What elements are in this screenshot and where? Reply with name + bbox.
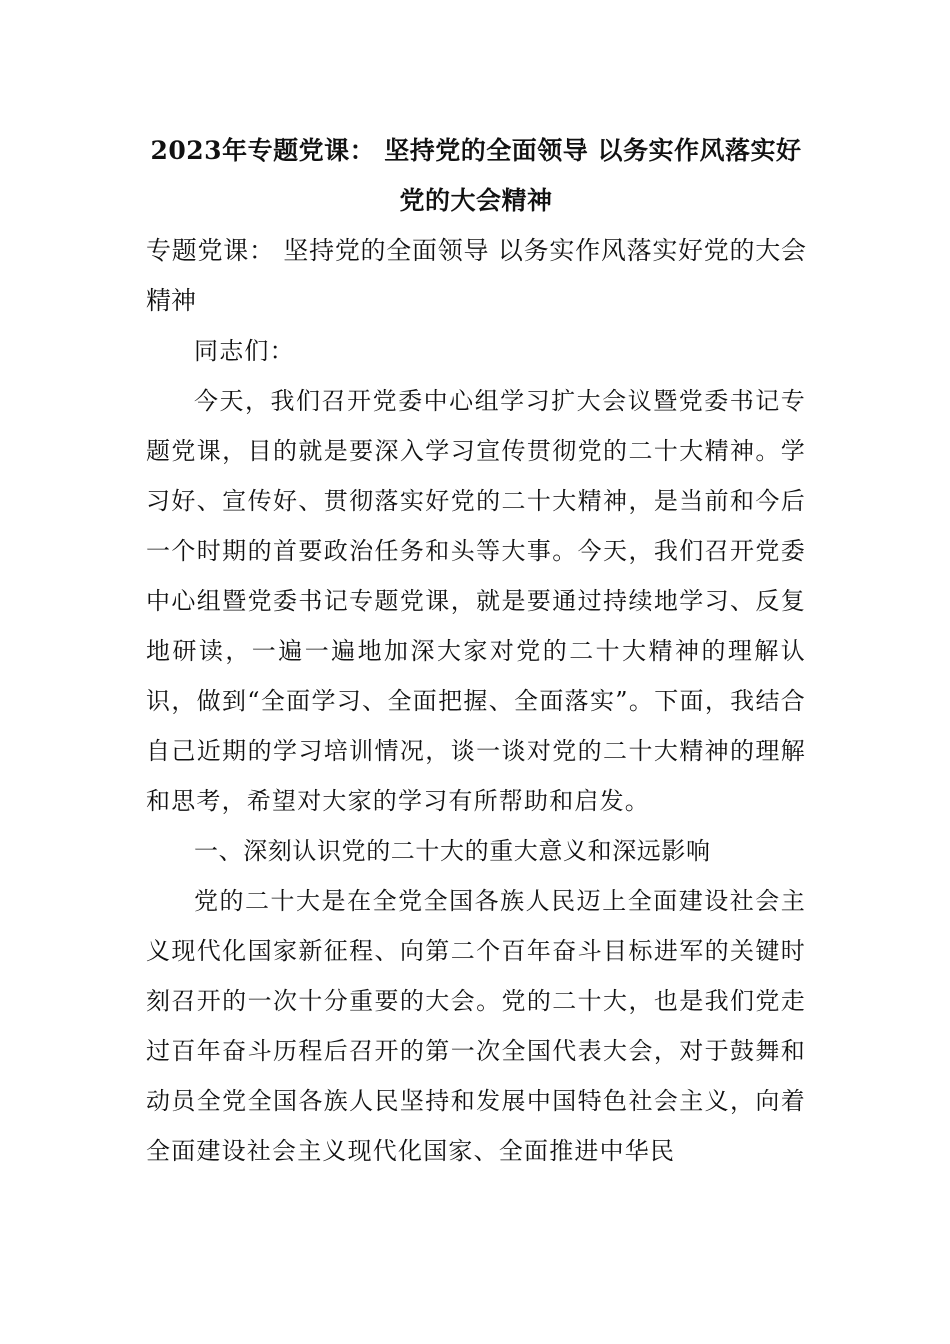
title-line-2: 党的大会精神 (399, 186, 553, 215)
document-title (146, 126, 806, 226)
section-1-heading: 一、深刻认识党的二十大的重大意义和深远影响 (194, 837, 711, 865)
title-line-1: 2023年专题党课： 坚持党的全面领导 以务实作风落实好 (150, 136, 802, 165)
document-body (146, 126, 806, 1176)
intro-paragraph: 今天，我们召开党委中心组学习扩大会议暨党委书记专题党课，目的就是要深入学习宣传贯彻党的二十大精神。学习好、宣传好、贯彻落实好党的二十大精神，是当前和今后一个时期的首要政治任务和头等大事。今天，我们召开党委中心组暨党委书记专题党课，就是要通过持续地学习、反复地研读，一遍一遍地加深大家对党的二十大精神的理解认识，做到“全面学习、全面把握、全面落实”。下面，我结合自己近期的学习培训情况，谈一谈对党的二十大精神的理解和思考，希望对大家的学习有所帮助和启发。 (146, 387, 806, 815)
document-subtitle: 专题党课： 坚持党的全面领导 以务实作风落实好党的大会精神 (146, 236, 806, 315)
section-1-paragraph: 党的二十大是在全党全国各族人民迈上全面建设社会主义现代化国家新征程、向第二个百年奋斗目标进军的关键时刻召开的一次十分重要的大会。党的二十大，也是我们党走过百年奋斗历程后召开的第一次全国代表大会，对于鼓舞和动员全党全国各族人民坚持和发展中国特色社会主义，向着全面建设社会主义现代化国家、全面推进中华民 (146, 887, 806, 1165)
salutation: 同志们： (194, 337, 295, 365)
